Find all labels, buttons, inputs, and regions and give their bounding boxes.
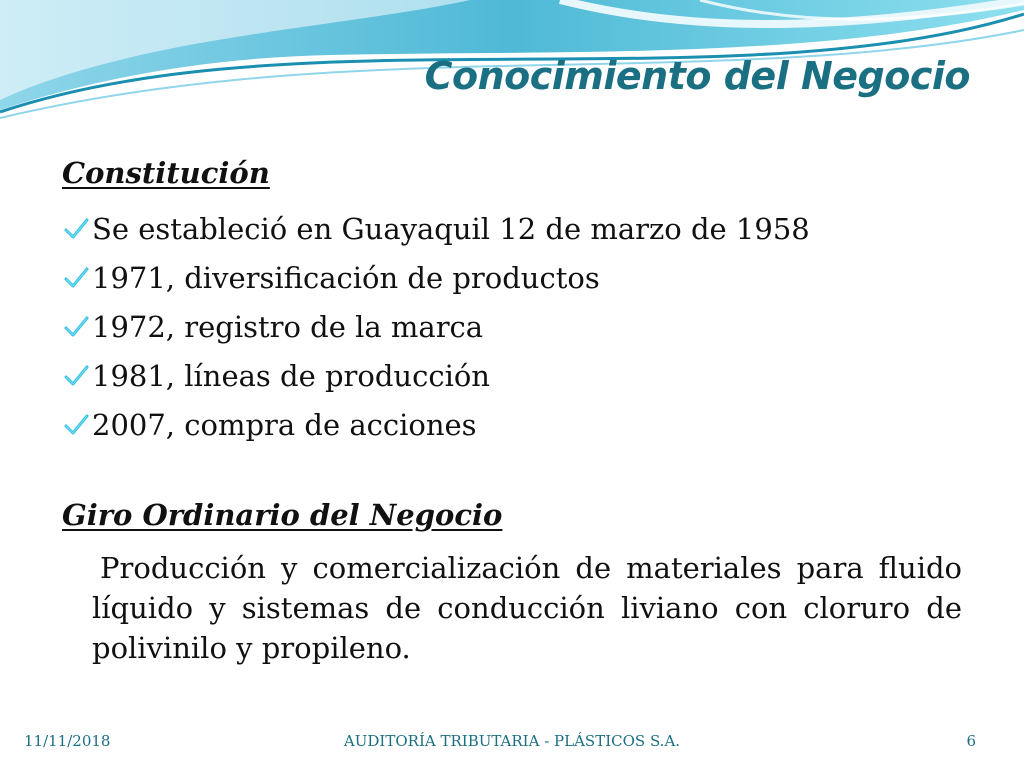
checkmark-icon [62, 215, 90, 243]
footer-title: AUDITORÍA TRIBUTARIA - PLÁSTICOS S.A. [343, 732, 681, 750]
bullet-text: Se estableció en Guayaquil 12 de marzo de 1958 [92, 211, 810, 246]
checkmark-icon [62, 264, 90, 292]
checkmark-icon [62, 313, 90, 341]
bullet-text: 1972, registro de la marca [92, 309, 484, 344]
list-item [62, 302, 810, 351]
section-heading-giro: Giro Ordinario del Negocio [62, 498, 503, 532]
list-item [62, 204, 810, 253]
checkmark-icon [62, 411, 90, 439]
footer-page-number: 6 [966, 732, 976, 750]
list-item [62, 400, 810, 449]
constitucion-bullet-list [62, 204, 810, 449]
bullet-text: 1971, diversificación de productos [92, 260, 600, 295]
footer-date: 11/11/2018 [24, 732, 111, 750]
slide-title: Conocimiento del Negocio [424, 54, 970, 98]
bullet-text: 2007, compra de acciones [92, 407, 477, 442]
list-item [62, 351, 810, 400]
bullet-text: 1981, líneas de producción [92, 358, 490, 393]
list-item [62, 253, 810, 302]
giro-paragraph: Producción y comercialización de materiales para fluido líquido y sistemas de conducción liviano con cloruro de polivinilo y propileno. [92, 551, 962, 665]
checkmark-icon [62, 362, 90, 390]
section-heading-constitucion: Constitución [62, 156, 270, 190]
